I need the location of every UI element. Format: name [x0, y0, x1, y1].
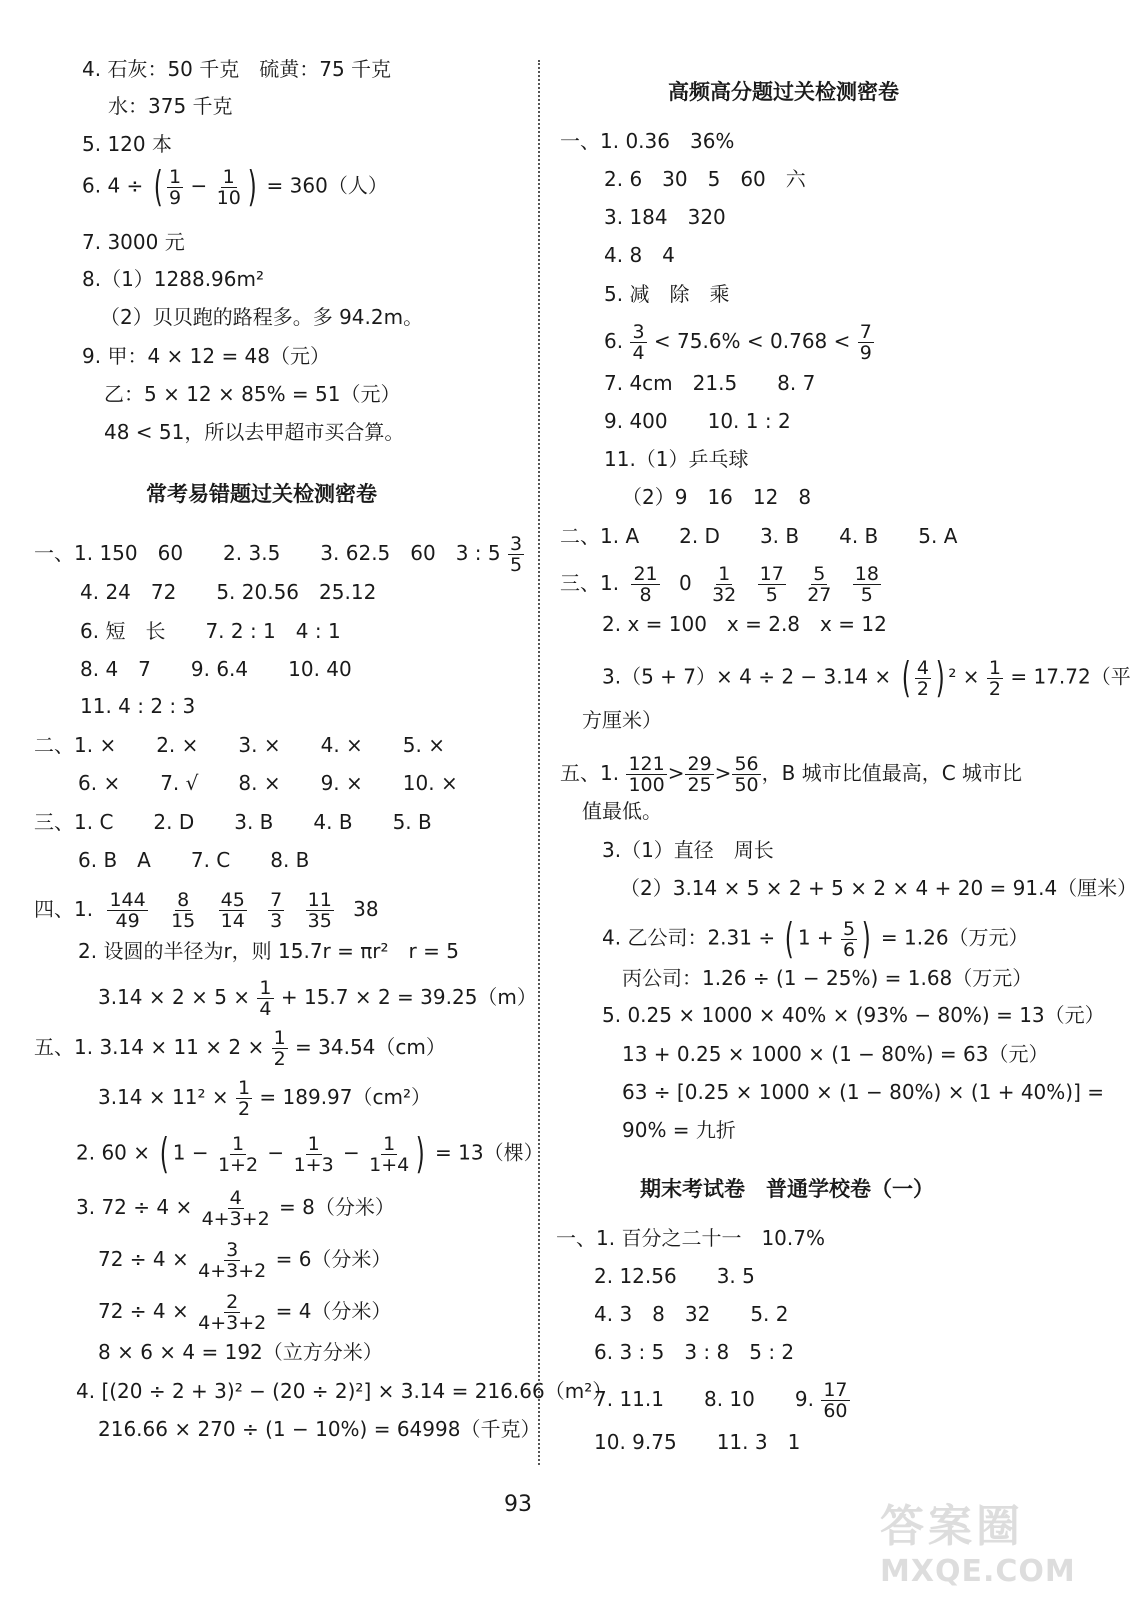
- answer-line: 2. 12.56 3. 5: [594, 1264, 755, 1288]
- answer-line: 8.（1）1288.96m²: [82, 267, 265, 291]
- answer-line: 7. 4cm 21.5 8. 7: [604, 371, 816, 395]
- answer-line: 2. 设圆的半径为r，则 15.7r = πr² r = 5: [78, 939, 459, 963]
- answer-line: 4. 3 8 32 5. 2: [594, 1302, 789, 1326]
- answer-line: 二、1. A 2. D 3. B 4. B 5. A: [560, 524, 958, 548]
- answer-line: 丙公司：1.26 ÷ (1 − 25%) = 1.68（万元）: [622, 966, 1033, 990]
- watermark-logo: 答案圈 MXQE.COM: [880, 1501, 1076, 1589]
- answer-line: 6. × 7. √ 8. × 9. × 10. ×: [78, 771, 458, 795]
- answer-line: 2. 60 × ( 1 − $\frac{1}{1+2}$ − $\frac{1}{1+3}$ − $\frac{1}{1+4}$ ) = 13（棵）: [76, 1129, 544, 1178]
- answer-line: 6. B A 7. C 8. B: [78, 848, 310, 872]
- answer-line: 五、1. 3.14 × 11 × 2 × $\frac{1}{2}$ = 34.54（cm）: [34, 1027, 446, 1070]
- answer-line: 2. 6 30 5 60 六: [604, 167, 806, 191]
- answer-line: （2）贝贝跑的路程多。多 94.2m。: [100, 305, 424, 329]
- answer-line: 3.（5 + 7）× 4 ÷ 2 − 3.14 × ( $\frac{4}{2}$ ) ² × $\frac{1}{2}$ = 17.72（平: [602, 653, 1131, 702]
- answer-line: 7. 11.1 8. 10 9. $\frac{17}{60}$: [594, 1379, 848, 1422]
- answer-line: 6. $\frac{3}{4}$ < 75.6% < 0.768 < $\frac{7}{9}$: [604, 321, 872, 364]
- answer-line: （2）9 16 12 8: [622, 485, 812, 509]
- answer-line: 72 ÷ 4 × $\frac{2}{4+3+2}$ = 4（分米）: [98, 1291, 392, 1334]
- answer-line: 4. 8 4: [604, 243, 675, 267]
- answer-line: 三、1. $\frac{21}{8}$ 0 $\frac{1}{32}$ $\frac{17}{5}$ $\frac{5}{27}$ $\frac{18}{5}$: [560, 563, 879, 606]
- answer-line: （2）3.14 × 5 × 2 + 5 × 2 × 4 + 20 = 91.4（厘米）: [620, 876, 1137, 900]
- answer-line: 90% = 九折: [622, 1118, 736, 1142]
- answer-line: 3. 184 320: [604, 205, 726, 229]
- answer-line: 13 + 0.25 × 1000 × (1 − 80%) = 63（元）: [622, 1042, 1049, 1066]
- answer-line: 一、1. 百分之二十一 10.7%: [556, 1226, 825, 1250]
- answer-line: 一、1. 0.36 36%: [560, 129, 735, 153]
- answer-line: 3. 72 ÷ 4 × $\frac{4}{4+3+2}$ = 8（分米）: [76, 1187, 395, 1230]
- answer-line: 水：375 千克: [108, 94, 233, 118]
- answer-line: 216.66 × 270 ÷ (1 − 10%) = 64998（千克）: [98, 1417, 541, 1441]
- column-divider: [538, 60, 540, 1465]
- section-title: 常考易错题过关检测密卷: [146, 482, 377, 506]
- answer-line: 9. 甲：4 × 12 = 48（元）: [82, 344, 331, 368]
- answer-line: 4. [(20 ÷ 2 + 3)² − (20 ÷ 2)²] × 3.14 = 216.66（m²）: [76, 1379, 613, 1403]
- page-number: 93: [504, 1492, 532, 1517]
- answer-line: 72 ÷ 4 × $\frac{3}{4+3+2}$ = 6（分米）: [98, 1239, 392, 1282]
- answer-line: 5. 0.25 × 1000 × 40% × (93% − 80%) = 13（元）: [602, 1003, 1105, 1027]
- answer-line: 11.（1）乒乓球: [604, 447, 749, 471]
- answer-line: 方厘米）: [582, 708, 662, 732]
- answer-line: 8. 4 7 9. 6.4 10. 40: [80, 657, 352, 681]
- answer-line: 6. 3 : 5 3 : 8 5 : 2: [594, 1340, 795, 1364]
- answer-line: 7. 3000 元: [82, 230, 185, 254]
- answer-line: 3.（1）直径 周长: [602, 838, 774, 862]
- answer-line: 值最低。: [582, 799, 662, 823]
- answer-line: 5. 120 本: [82, 132, 172, 156]
- answer-line: 4. 乙公司：2.31 ÷ ( 1 + $\frac{5}{6}$ ) = 1.26（万元）: [602, 914, 1029, 963]
- answer-line: 9. 400 10. 1 : 2: [604, 409, 791, 433]
- answer-line: 乙：5 × 12 × 85% = 51（元）: [104, 382, 401, 406]
- answer-line: 3.14 × 2 × 5 × $\frac{1}{4}$ + 15.7 × 2 = 39.25（m）: [98, 977, 537, 1020]
- answer-line: 5. 减 除 乘: [604, 282, 730, 306]
- answer-line: 6. 短 长 7. 2 : 1 4 : 1: [80, 619, 341, 643]
- answer-line: 五、1. $\frac{121}{100}$ > $\frac{29}{25}$ > $\frac{56}{50}$ ，B 城市比值最高，C 城市比: [560, 753, 1023, 796]
- answer-line: 4. 24 72 5. 20.56 25.12: [80, 580, 377, 604]
- answer-line: 11. 4 : 2 : 3: [80, 694, 196, 718]
- answer-line: 2. x = 100 x = 2.8 x = 12: [602, 612, 887, 636]
- answer-line: 8 × 6 × 4 = 192（立方分米）: [98, 1340, 383, 1364]
- answer-line: 四、1. $\frac{144}{49}$ $\frac{8}{15}$ $\frac{45}{14}$ $\frac{7}{3}$ $\frac{11}{35}$ 38: [34, 889, 379, 932]
- answer-line: 3.14 × 11² × $\frac{1}{2}$ = 189.97（cm²）: [98, 1077, 431, 1120]
- answer-line: 6. 4 ÷ ( $\frac{1}{9}$ − $\frac{1}{10}$ ) = 360（人）: [82, 162, 388, 211]
- answer-line: 三、1. C 2. D 3. B 4. B 5. B: [34, 810, 432, 834]
- section-title: 高频高分题过关检测密卷: [668, 80, 899, 104]
- answer-line: 4. 石灰：50 千克 硫黄：75 千克: [82, 57, 392, 81]
- section-title: 期末考试卷 普通学校卷（一）: [640, 1177, 934, 1201]
- answer-line: 一、1. 150 60 2. 3.5 3. 62.5 60 3 : 5 $\frac{3}{5}$: [34, 533, 523, 576]
- answer-line: 二、1. × 2. × 3. × 4. × 5. ×: [34, 733, 445, 757]
- answer-line: 10. 9.75 11. 3 1: [594, 1430, 801, 1454]
- answer-line: 63 ÷ [0.25 × 1000 × (1 − 80%) × (1 + 40%)] =: [622, 1080, 1105, 1104]
- answer-line: 48 < 51，所以去甲超市买合算。: [104, 420, 405, 444]
